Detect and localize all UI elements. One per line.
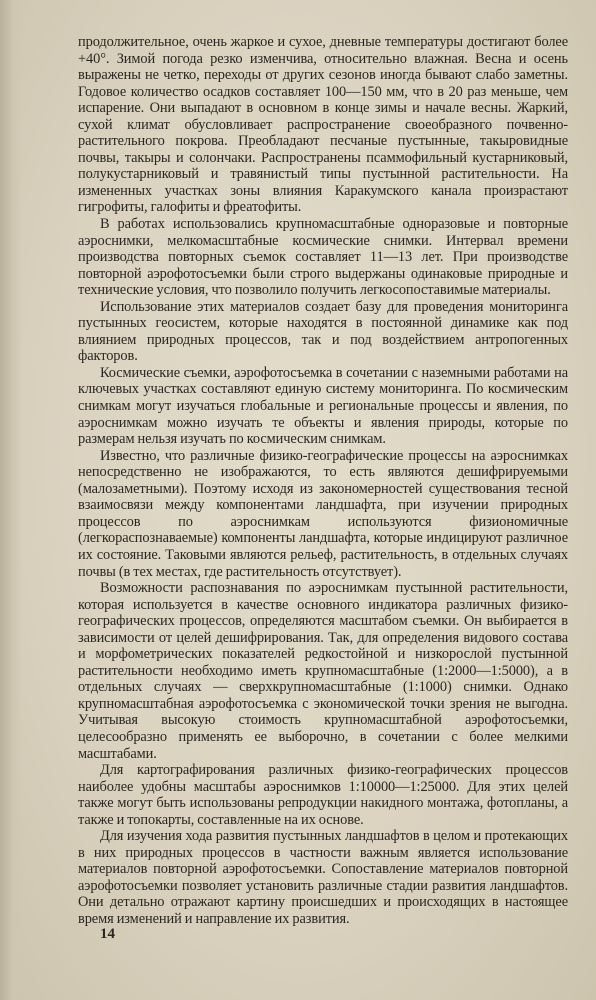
paragraph-4: Космические съемки, аэрофотосъемка в сочетании с наземными работами на ключевых участках составляют единую систему мониторинга. По космическим снимкам могут изучаться глобальные и региональные процессы и явления, по аэроснимкам можно изучать те объекты и явления природы, которые по размерам нельзя изучать по космическим снимкам.	[78, 364, 568, 448]
paragraph-8: Для изучения хода развития пустынных ландшафтов в целом и протекающих в них природных процессов в частности важным является использование материалов повторной аэрофотосъемки. Сопоставление материалов повторной аэрофотосъемки позволяет установить различные стадии развития ландшафтов. Они детально отражают картину происшедших и происходящих в настоящее время изменений и направление их развития.	[78, 828, 568, 927]
paragraph-2: В работах использовались крупномасштабные одноразовые и повторные аэроснимки, мелкомасштабные космические снимки. Интервал времени производства повторных съемок составляет 11—13 лет. При производстве повторной аэрофотосъемки были строго выдержаны одинаковые природные и технические условия, что позволило получить легкосопоставимые материалы.	[78, 216, 568, 299]
paragraph-7: Для картографирования различных физико-географических процессов наиболее удобны масштабы аэроснимков 1:10000—1:25000. Для этих целей также могут быть использованы репродукции накидного монтажа, фотопланы, а также и топокарты, составленные на их основе.	[78, 762, 568, 828]
page-binding-shadow	[0, 0, 22, 1000]
page-text	[78, 34, 568, 928]
paragraph-6: Возможности распознавания по аэроснимкам пустынной растительности, которая используется в качестве основного индикатора различных физико-географических процессов, определяются масштабом съемки. Он выбирается в зависимости от целей дешифрирования. Так, для определения видового состава и морфометрических показателей редкостойной и низкорослой пустынной растительности необходимо иметь крупномасштабные (1:2000—1:5000), а в отдельных случаях — сверхкрупномасштабные (1:1000) снимки. Однако крупномасштабная аэрофотосъемка с экономической точки зрения не выгодна. Учитывая высокую стоимость крупномасштабной аэрофотосъемки, целесообразно применять ее выборочно, в сочетании с более мелкими масштабами.	[78, 580, 568, 762]
paragraph-5: Известно, что различные физико-географические процессы на аэроснимках непосредственно не изображаются, то есть являются дешифрируемыми (малозаметными). Поэтому исходя из закономерностей существования тесной взаимосвязи между компонентами ландшафта, при изучении природных процессов по аэроснимкам используются физиономичные (легкораспознаваемые) компоненты ландшафта, которые индицируют различное их состояние. Таковыми являются рельеф, растительность, в отдельных случаях почвы (в тех местах, где растительность отсутствует).	[78, 447, 568, 580]
paragraph-1: продолжительное, очень жаркое и сухое, дневные температуры достигают более +40°. Зимой погода резко изменчива, относительно влажная. Весна и осень выражены не четко, переходы от других сезонов иногда бывают слабо заметны. Годовое количество осадков составляет 100—150 мм, что в 20 раз меньше, чем испарение. Они выпадают в основном в конце зимы и начале весны. Жаркий, сухой климат обусловливает распространение своеобразного почвенно-растительного покрова. Преобладают песчаные пустынные, такыровидные почвы, такыры и солончаки. Распространены псаммофильный кустарниковый, полукустарниковый и травянистый типы пустынной растительности. На измененных участках зоны влияния Каракумского канала произрастают гигрофиты, галофиты и фреатофиты.	[78, 34, 568, 216]
page-number: 14	[100, 926, 115, 942]
paragraph-3: Использование этих материалов создает базу для проведения мониторинга пустынных геосистем, которые находятся в постоянной динамике как под влиянием природных процессов, так и под воздействием антропогенных факторов.	[78, 298, 568, 365]
